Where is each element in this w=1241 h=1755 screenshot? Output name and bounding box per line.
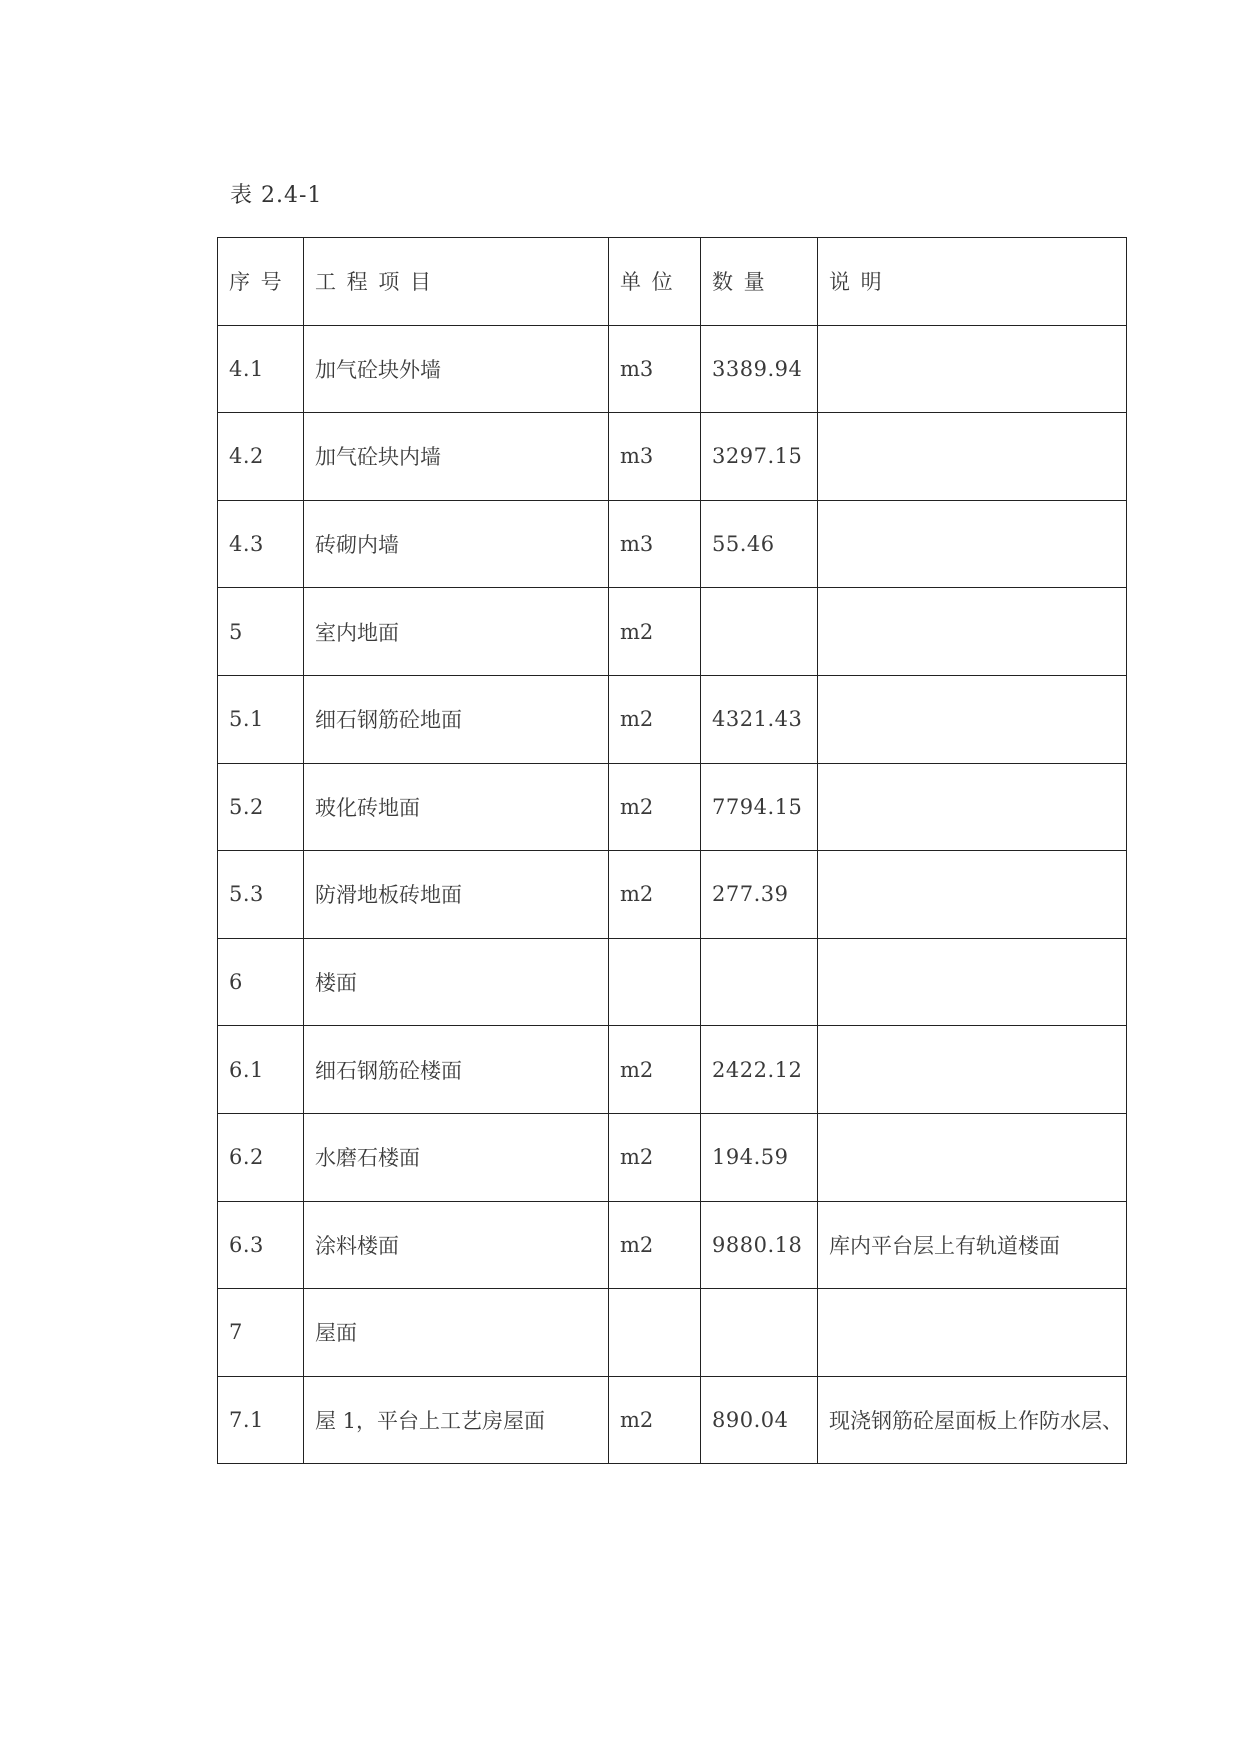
cell-note [818, 1113, 1127, 1201]
cell-item: 屋面 [304, 1289, 609, 1377]
table-header-row [218, 238, 1127, 326]
table-row [218, 1289, 1127, 1377]
cell-item: 楼面 [304, 938, 609, 1026]
cell-item: 细石钢筋砼楼面 [304, 1026, 609, 1114]
cell-item: 水磨石楼面 [304, 1113, 609, 1201]
cell-unit: m2 [609, 1026, 701, 1114]
cell-seq: 4.2 [218, 413, 304, 501]
cell-item: 室内地面 [304, 588, 609, 676]
cell-unit: m2 [609, 1201, 701, 1289]
cell-note [818, 938, 1127, 1026]
cell-quantity [701, 588, 818, 676]
table-row [218, 938, 1127, 1026]
cell-quantity: 890.04 [701, 1376, 818, 1464]
cell-quantity: 55.46 [701, 500, 818, 588]
cell-seq: 5.1 [218, 675, 304, 763]
header-quantity: 数 量 [701, 238, 818, 326]
cell-item: 涂料楼面 [304, 1201, 609, 1289]
cell-unit [609, 938, 701, 1026]
table-row [218, 500, 1127, 588]
cell-unit: m2 [609, 851, 701, 939]
table-row [218, 675, 1127, 763]
cell-seq: 6 [218, 938, 304, 1026]
cell-seq: 6.2 [218, 1113, 304, 1201]
table-row [218, 1113, 1127, 1201]
cell-note [818, 675, 1127, 763]
cell-unit: m3 [609, 500, 701, 588]
cell-note [818, 500, 1127, 588]
quantity-table [217, 237, 1127, 1464]
cell-note [818, 1026, 1127, 1114]
header-seq: 序 号 [218, 238, 304, 326]
cell-quantity: 3389.94 [701, 325, 818, 413]
cell-note [818, 763, 1127, 851]
cell-note: 库内平台层上有轨道楼面 [818, 1201, 1127, 1289]
table-row [218, 1026, 1127, 1114]
header-note: 说 明 [818, 238, 1127, 326]
cell-note [818, 413, 1127, 501]
cell-quantity [701, 938, 818, 1026]
cell-quantity: 9880.18 [701, 1201, 818, 1289]
cell-quantity: 2422.12 [701, 1026, 818, 1114]
cell-item: 细石钢筋砼地面 [304, 675, 609, 763]
cell-note [818, 851, 1127, 939]
cell-seq: 4.3 [218, 500, 304, 588]
table-row [218, 588, 1127, 676]
cell-note [818, 325, 1127, 413]
cell-note [818, 588, 1127, 676]
cell-item: 砖砌内墙 [304, 500, 609, 588]
cell-seq: 5.2 [218, 763, 304, 851]
cell-unit: m2 [609, 675, 701, 763]
table-caption: 表 2.4-1 [230, 183, 323, 208]
cell-seq: 7.1 [218, 1376, 304, 1464]
table-row [218, 325, 1127, 413]
cell-item: 加气砼块外墙 [304, 325, 609, 413]
cell-quantity: 194.59 [701, 1113, 818, 1201]
table-row [218, 851, 1127, 939]
table-row [218, 1201, 1127, 1289]
cell-seq: 5.3 [218, 851, 304, 939]
cell-seq: 4.1 [218, 325, 304, 413]
cell-unit: m2 [609, 588, 701, 676]
cell-seq: 6.1 [218, 1026, 304, 1114]
cell-unit: m3 [609, 325, 701, 413]
cell-quantity: 3297.15 [701, 413, 818, 501]
cell-note: 现浇钢筋砼屋面板上作防水层、 [818, 1376, 1127, 1464]
cell-item: 加气砼块内墙 [304, 413, 609, 501]
cell-unit: m3 [609, 413, 701, 501]
cell-unit: m2 [609, 1113, 701, 1201]
cell-unit [609, 1289, 701, 1377]
cell-quantity: 277.39 [701, 851, 818, 939]
cell-quantity [701, 1289, 818, 1377]
cell-unit: m2 [609, 1376, 701, 1464]
table-row [218, 1376, 1127, 1464]
cell-item: 屋 1，平台上工艺房屋面 [304, 1376, 609, 1464]
cell-quantity: 7794.15 [701, 763, 818, 851]
cell-item: 防滑地板砖地面 [304, 851, 609, 939]
header-unit: 单 位 [609, 238, 701, 326]
cell-note [818, 1289, 1127, 1377]
header-item: 工 程 项 目 [304, 238, 609, 326]
cell-seq: 5 [218, 588, 304, 676]
cell-unit: m2 [609, 763, 701, 851]
cell-quantity: 4321.43 [701, 675, 818, 763]
table-row [218, 413, 1127, 501]
cell-item: 玻化砖地面 [304, 763, 609, 851]
cell-seq: 7 [218, 1289, 304, 1377]
table-row [218, 763, 1127, 851]
cell-seq: 6.3 [218, 1201, 304, 1289]
